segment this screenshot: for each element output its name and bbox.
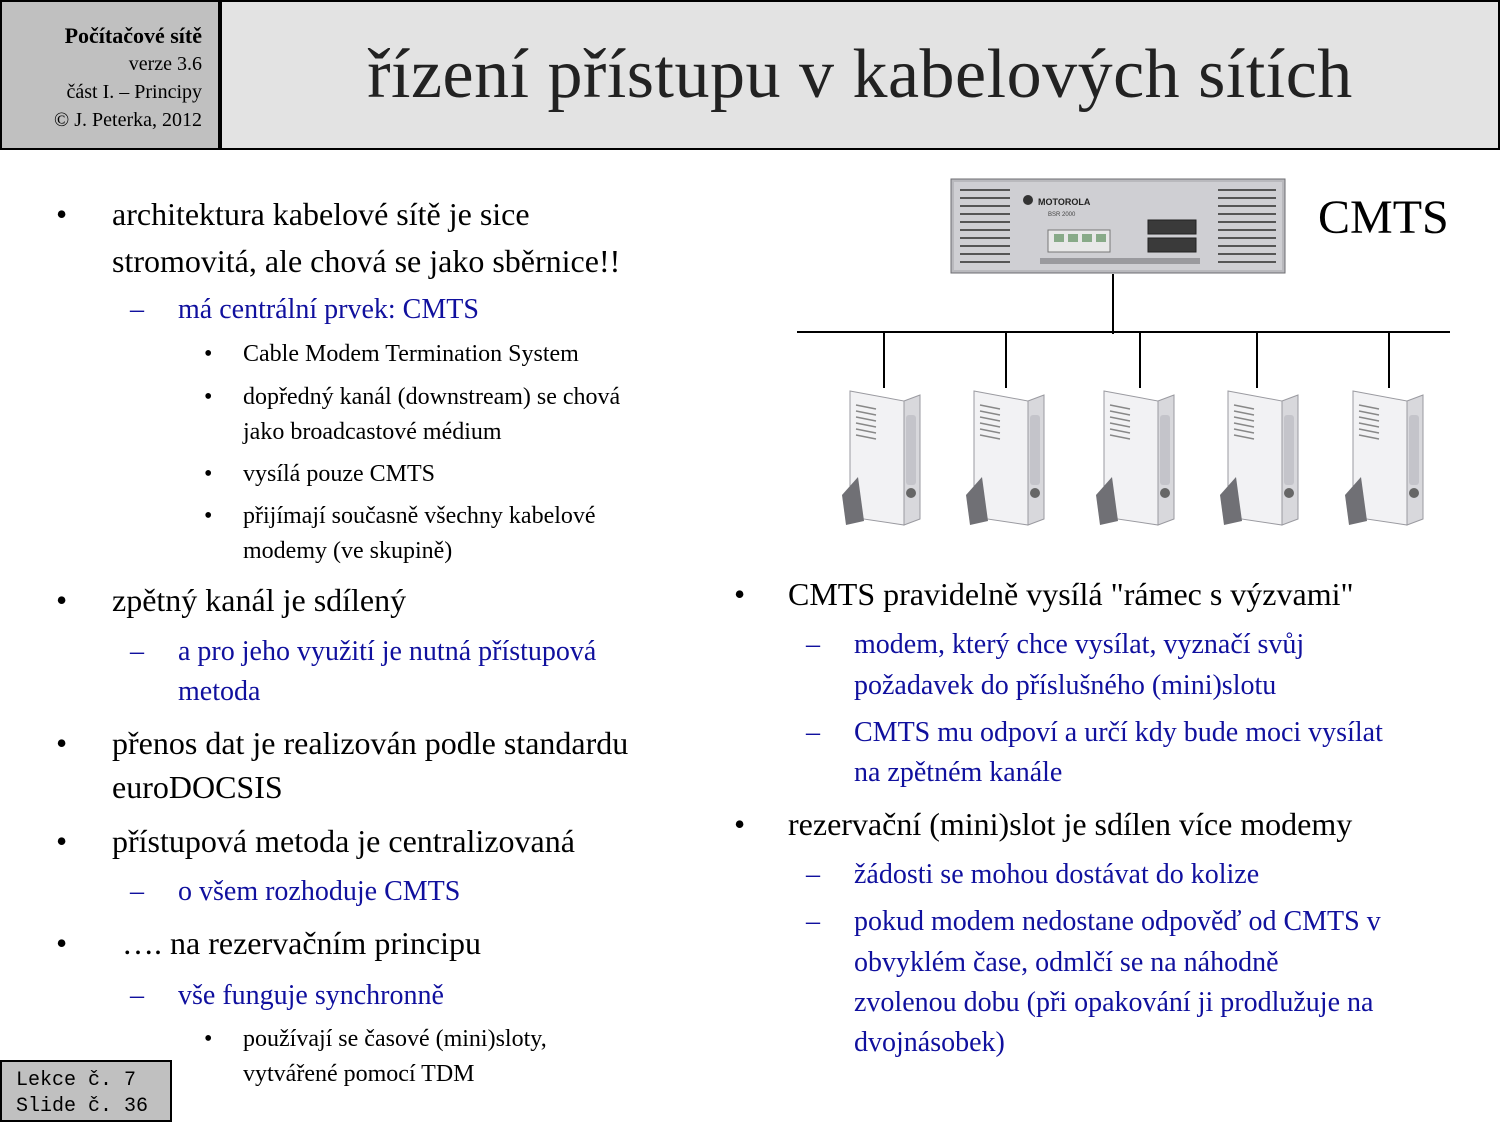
right-sub-3: žádosti se mohou dostávat do kolize	[854, 859, 1260, 890]
left-bullet-4: přístupová metoda je centralizovaná	[112, 823, 575, 859]
cmts-link-line	[1112, 274, 1114, 334]
bullet-marker: •	[56, 196, 68, 232]
dash-marker: –	[130, 876, 144, 907]
bullet-marker: •	[56, 725, 68, 761]
left-bullet-1-line-2: stromovitá, ale chová se jako sběrnice!!	[112, 243, 621, 279]
left-item-5-line-1: používají se časové (mini)sloty,	[243, 1026, 547, 1052]
cmts-label: CMTS	[1318, 191, 1449, 244]
right-sub-4-line-4: dvojnásobek)	[854, 1027, 1005, 1058]
cable-modem-image	[1220, 385, 1302, 530]
dot-marker: •	[204, 341, 213, 367]
left-item-4-line-2: modemy (ve skupině)	[243, 538, 453, 564]
course-name: Počítačové sítě	[64, 23, 202, 48]
left-bullet-3-line-1: přenos dat je realizován podle standardu	[112, 725, 629, 761]
left-item-2-line-1: dopředný kanál (downstream) se chová	[243, 384, 621, 410]
right-sub-4-line-1: pokud modem nedostane odpověď od CMTS v	[854, 906, 1381, 937]
dash-marker: –	[130, 980, 144, 1011]
bullet-marker: •	[56, 582, 68, 618]
left-sub-2-line-1: a pro jeho využití je nutná přístupová	[178, 636, 597, 667]
left-sub-4: o všem rozhoduje CMTS	[178, 876, 461, 907]
dash-marker: –	[806, 906, 820, 937]
dash-marker: –	[806, 859, 820, 890]
right-bullet-2: rezervační (mini)slot je sdílen více modemy	[788, 806, 1353, 842]
cable-modem-image	[1345, 385, 1427, 530]
slide-number: Slide č. 36	[16, 1095, 149, 1118]
lecture-number: Lekce č. 7	[16, 1069, 137, 1092]
bullet-marker: •	[56, 925, 68, 961]
drop-line	[1005, 333, 1007, 388]
device-model: BSR 2000	[1048, 212, 1076, 218]
cable-modem-image	[1096, 385, 1178, 530]
dot-marker: •	[204, 1026, 213, 1052]
bullet-marker: •	[734, 576, 746, 612]
bullet-marker: •	[734, 806, 746, 842]
dot-marker: •	[204, 384, 213, 410]
device-brand: MOTOROLA	[1038, 197, 1091, 207]
right-sub-4-line-3: zvolenou dobu (při opakování ji prodlužuje na	[854, 987, 1374, 1018]
dot-marker: •	[204, 503, 213, 529]
slide-title: řízení přístupu v kabelových sítích	[367, 36, 1353, 113]
bullet-marker: •	[56, 823, 68, 859]
drop-line	[883, 333, 885, 388]
dot-marker: •	[204, 461, 213, 487]
left-item-3: vysílá pouze CMTS	[243, 461, 435, 487]
drop-line	[1139, 333, 1141, 388]
right-sub-1-line-1: modem, který chce vysílat, vyznačí svůj	[854, 629, 1305, 660]
part-text: část I. – Principy	[66, 81, 202, 103]
bus-line	[797, 331, 1450, 333]
slide-footer-box	[0, 1060, 172, 1122]
author-text: © J. Peterka, 2012	[54, 109, 202, 131]
drop-line	[1256, 333, 1258, 388]
left-bullet-3-line-2: euroDOCSIS	[112, 769, 283, 805]
dash-marker: –	[130, 294, 144, 325]
left-item-1: Cable Modem Termination System	[243, 341, 579, 367]
cable-modem-image	[966, 385, 1048, 530]
right-sub-2-line-1: CMTS mu odpoví a určí kdy bude moci vysílat	[854, 717, 1383, 748]
title-bar	[220, 0, 1500, 150]
left-sub-2-line-2: metoda	[178, 676, 261, 707]
left-bullet-5: …. na rezervačním principu	[122, 925, 481, 961]
dash-marker: –	[130, 636, 144, 667]
dash-marker: –	[806, 717, 820, 748]
version-text: verze 3.6	[128, 53, 202, 75]
right-sub-2-line-2: na zpětném kanále	[854, 757, 1063, 788]
drop-line	[1388, 333, 1390, 388]
left-sub-1: má centrální prvek: CMTS	[178, 294, 479, 325]
course-info-box	[0, 0, 220, 150]
cmts-device-image	[950, 178, 1286, 274]
left-bullet-2: zpětný kanál je sdílený	[112, 582, 407, 618]
left-sub-5: vše funguje synchronně	[178, 980, 444, 1011]
left-item-2-line-2: jako broadcastové médium	[243, 419, 502, 445]
right-bullet-1: CMTS pravidelně vysílá "rámec s výzvami"	[788, 576, 1354, 612]
left-bullet-1-line-1: architektura kabelové sítě je sice	[112, 196, 530, 232]
dash-marker: –	[806, 629, 820, 660]
left-item-5-line-2: vytvářené pomocí TDM	[243, 1061, 475, 1087]
left-item-4-line-1: přijímají současně všechny kabelové	[243, 503, 596, 529]
right-sub-1-line-2: požadavek do příslušného (mini)slotu	[854, 670, 1277, 701]
right-sub-4-line-2: obvyklém čase, odmlčí se na náhodně	[854, 947, 1279, 978]
cable-modem-image	[842, 385, 924, 530]
